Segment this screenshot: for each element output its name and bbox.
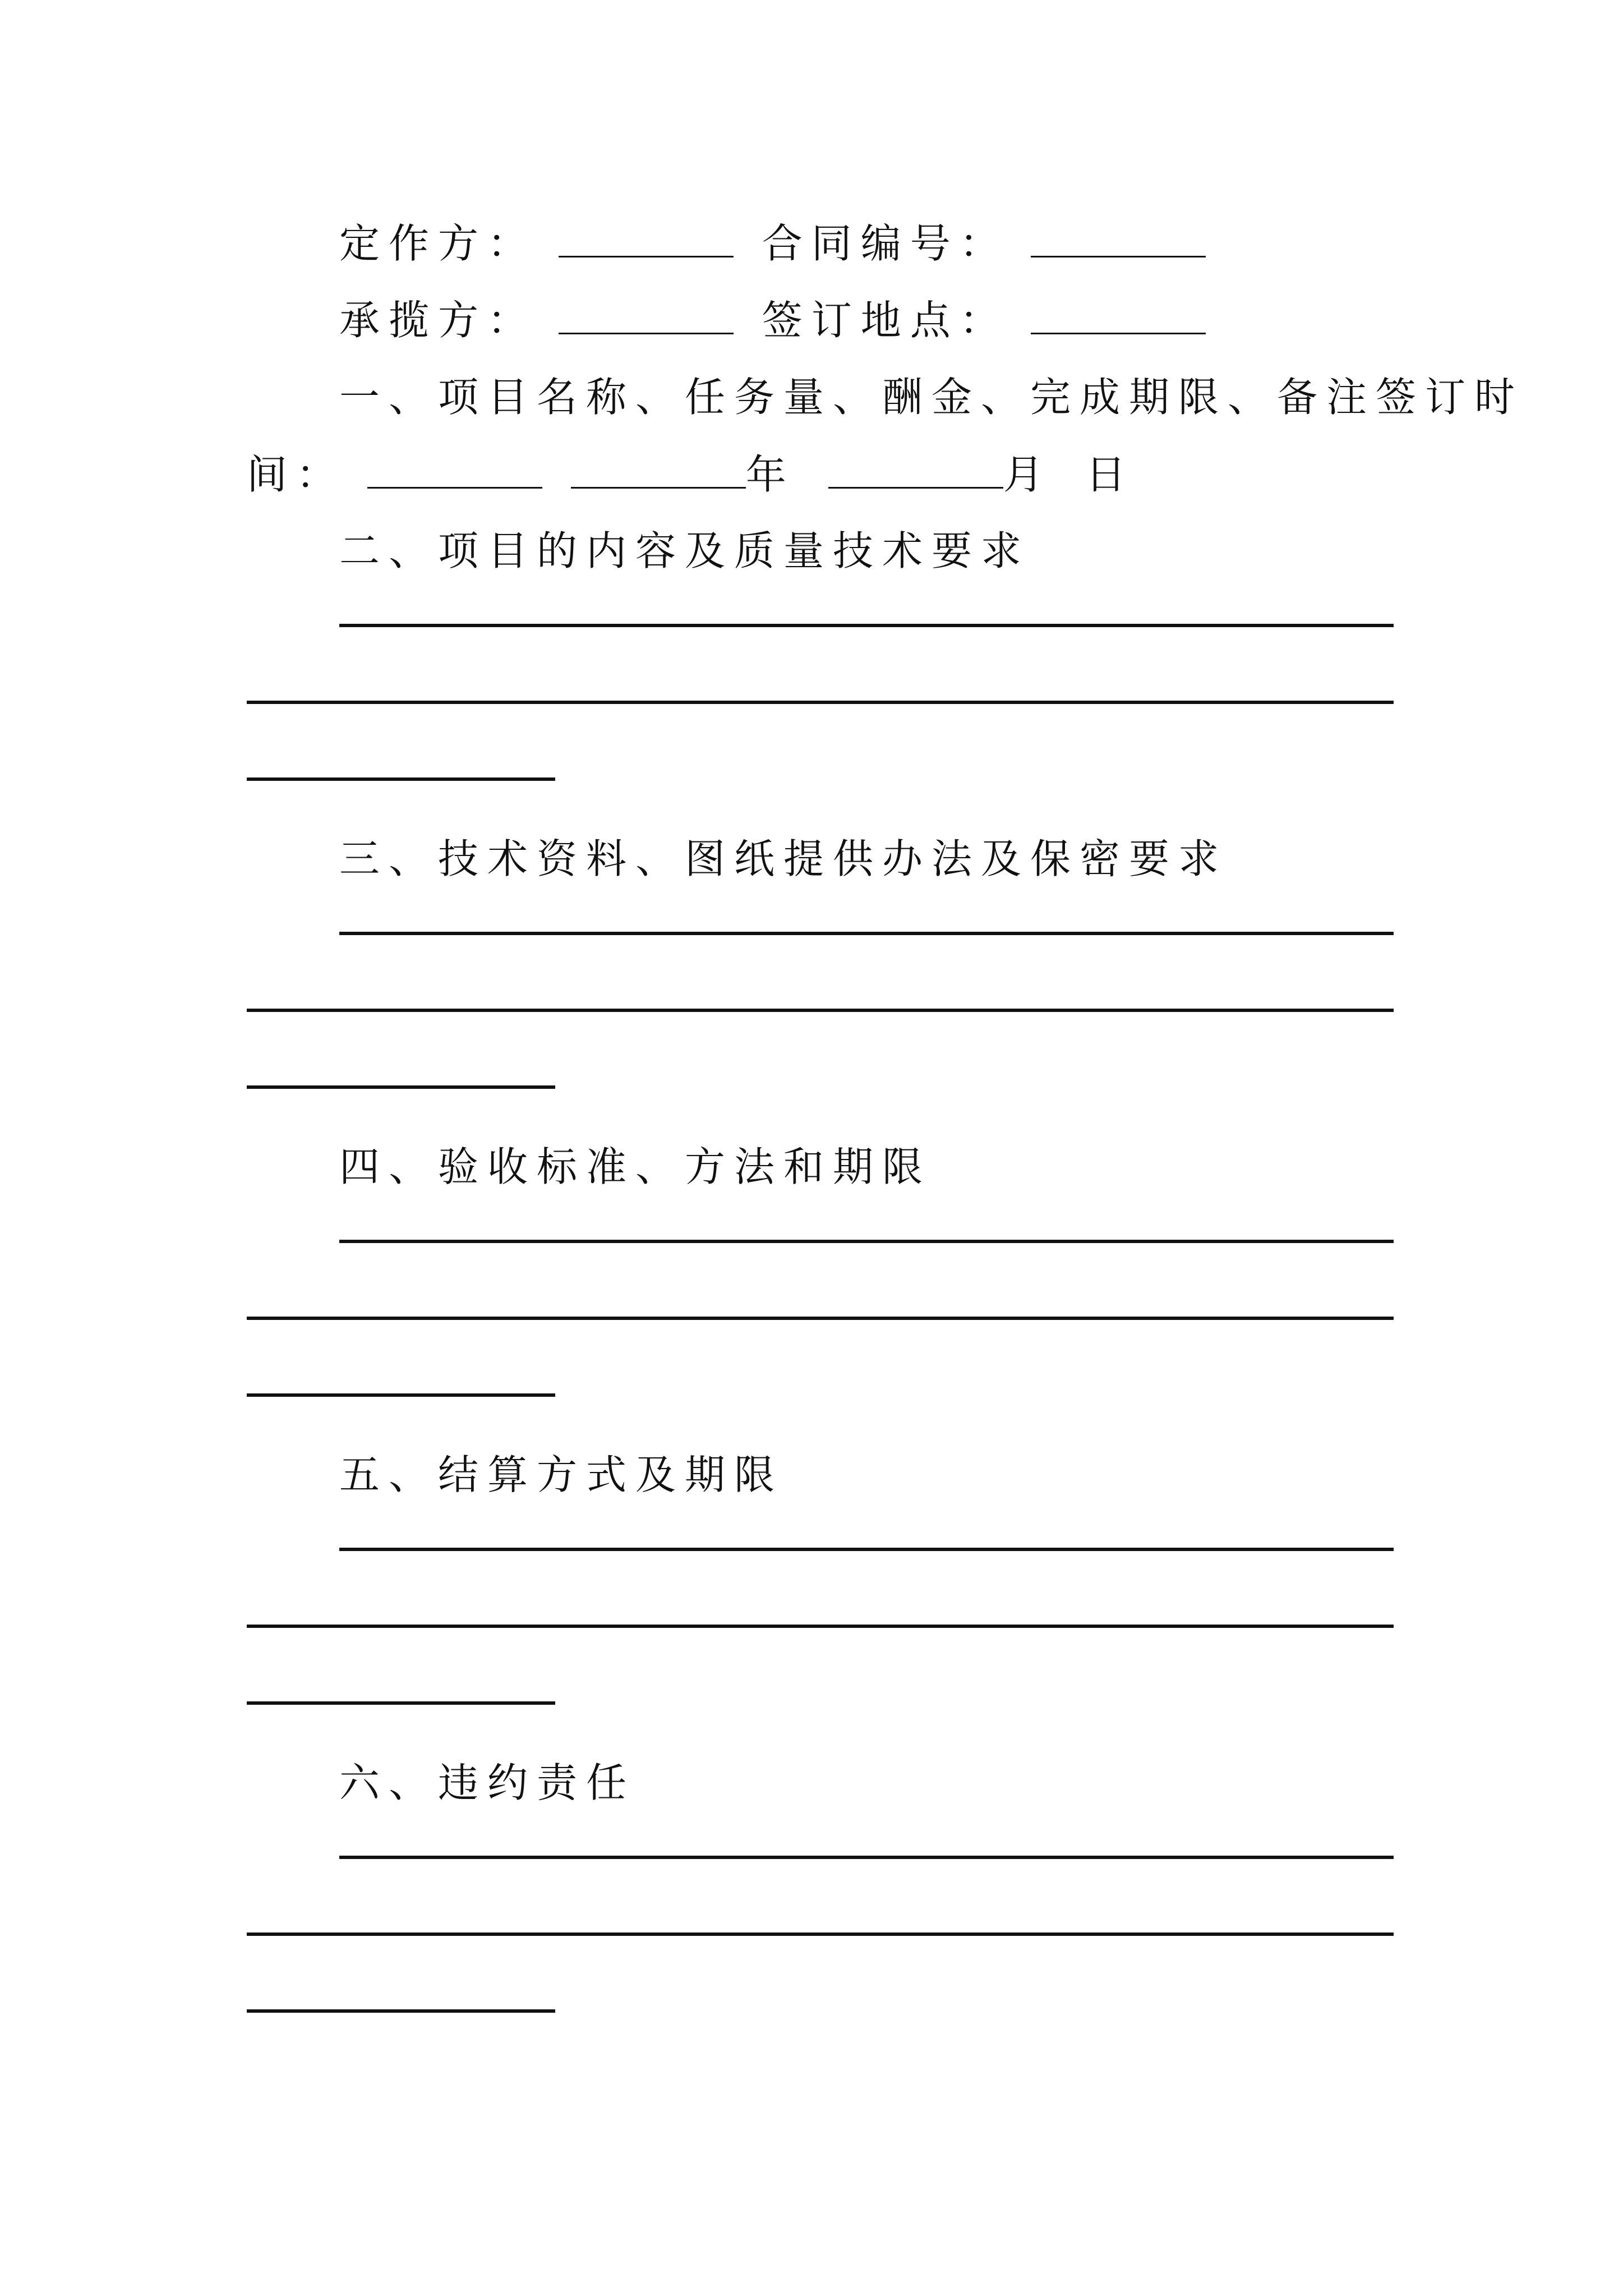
date-field-1[interactable] <box>367 487 542 489</box>
section-6-title: 六、违约责任 <box>339 1759 636 1806</box>
year-label: 年 <box>745 451 795 498</box>
contract-no-field[interactable] <box>1031 256 1206 257</box>
signing-place-field[interactable] <box>1031 333 1206 334</box>
date-prefix: 间： <box>247 451 346 498</box>
section-6-fill-line-1[interactable] <box>339 1856 1394 1859</box>
section-3-fill-line-2[interactable] <box>247 1009 1394 1012</box>
contract-no-label: 合同编号： <box>762 220 1009 267</box>
section-5-fill-line-1[interactable] <box>339 1548 1394 1551</box>
section-5-title: 五、结算方式及期限 <box>339 1451 784 1498</box>
section-4-fill-line-1[interactable] <box>339 1240 1394 1243</box>
section-3-fill-line-3[interactable] <box>247 1085 555 1089</box>
section-3-fill-line-1[interactable] <box>339 932 1394 935</box>
section-2-fill-line-2[interactable] <box>247 701 1394 704</box>
section-5-fill-line-2[interactable] <box>247 1625 1394 1628</box>
day-label: 日 <box>1085 451 1135 498</box>
contractor-label: 承揽方： <box>339 297 537 344</box>
section-6-fill-line-3[interactable] <box>247 2009 555 2013</box>
section-1-date-row <box>247 451 1135 498</box>
section-4-fill-line-2[interactable] <box>247 1317 1394 1320</box>
header-row-1 <box>339 220 1212 267</box>
ordering-party-label: 定作方： <box>339 220 537 267</box>
ordering-party-field[interactable] <box>559 256 734 257</box>
section-2-title: 二、项目的内容及质量技术要求 <box>339 527 1031 574</box>
signing-place-label: 签订地点： <box>762 297 1009 344</box>
section-4-fill-line-3[interactable] <box>247 1393 555 1397</box>
month-label: 月 <box>1003 451 1053 498</box>
section-6-fill-line-2[interactable] <box>247 1932 1394 1936</box>
section-3-title: 三、技术资料、图纸提供办法及保密要求 <box>339 835 1228 882</box>
month-field[interactable] <box>828 487 1003 489</box>
section-5-fill-line-3[interactable] <box>247 1701 555 1705</box>
section-4-title: 四、验收标准、方法和期限 <box>339 1143 932 1190</box>
header-row-2 <box>339 297 1212 344</box>
section-2-fill-line-1[interactable] <box>339 624 1394 627</box>
year-field[interactable] <box>571 487 746 489</box>
contractor-field[interactable] <box>559 333 734 334</box>
section-2-fill-line-3[interactable] <box>247 777 555 781</box>
section-1-title: 一、项目名称、任务量、酬金、完成期限、备注签订时 <box>339 374 1524 421</box>
